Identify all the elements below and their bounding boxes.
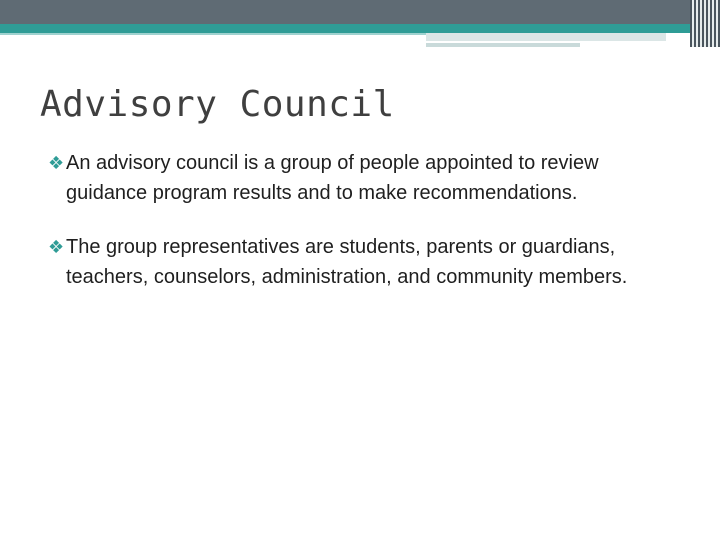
bullet-text: An advisory council is a group of people appointed to review guidance program results and to make recommendations. <box>66 152 599 204</box>
bullet-item <box>48 148 668 208</box>
diamond-bullet-icon: ❖ <box>48 153 65 174</box>
header-rule-right-lower <box>426 43 580 47</box>
diamond-bullet-icon: ❖ <box>48 237 65 258</box>
header-band <box>0 0 720 24</box>
header-rule-left <box>0 33 426 35</box>
bullet-item <box>48 232 668 292</box>
header-stripes <box>690 0 720 47</box>
bullet-list <box>48 148 668 316</box>
header-accent-stripe <box>0 24 720 33</box>
slide-title: Advisory Council <box>40 84 395 125</box>
bullet-text: The group representatives are students, parents or guardians, teachers, counselors, administration, and community members. <box>66 236 628 288</box>
header-rule-right <box>426 33 666 41</box>
